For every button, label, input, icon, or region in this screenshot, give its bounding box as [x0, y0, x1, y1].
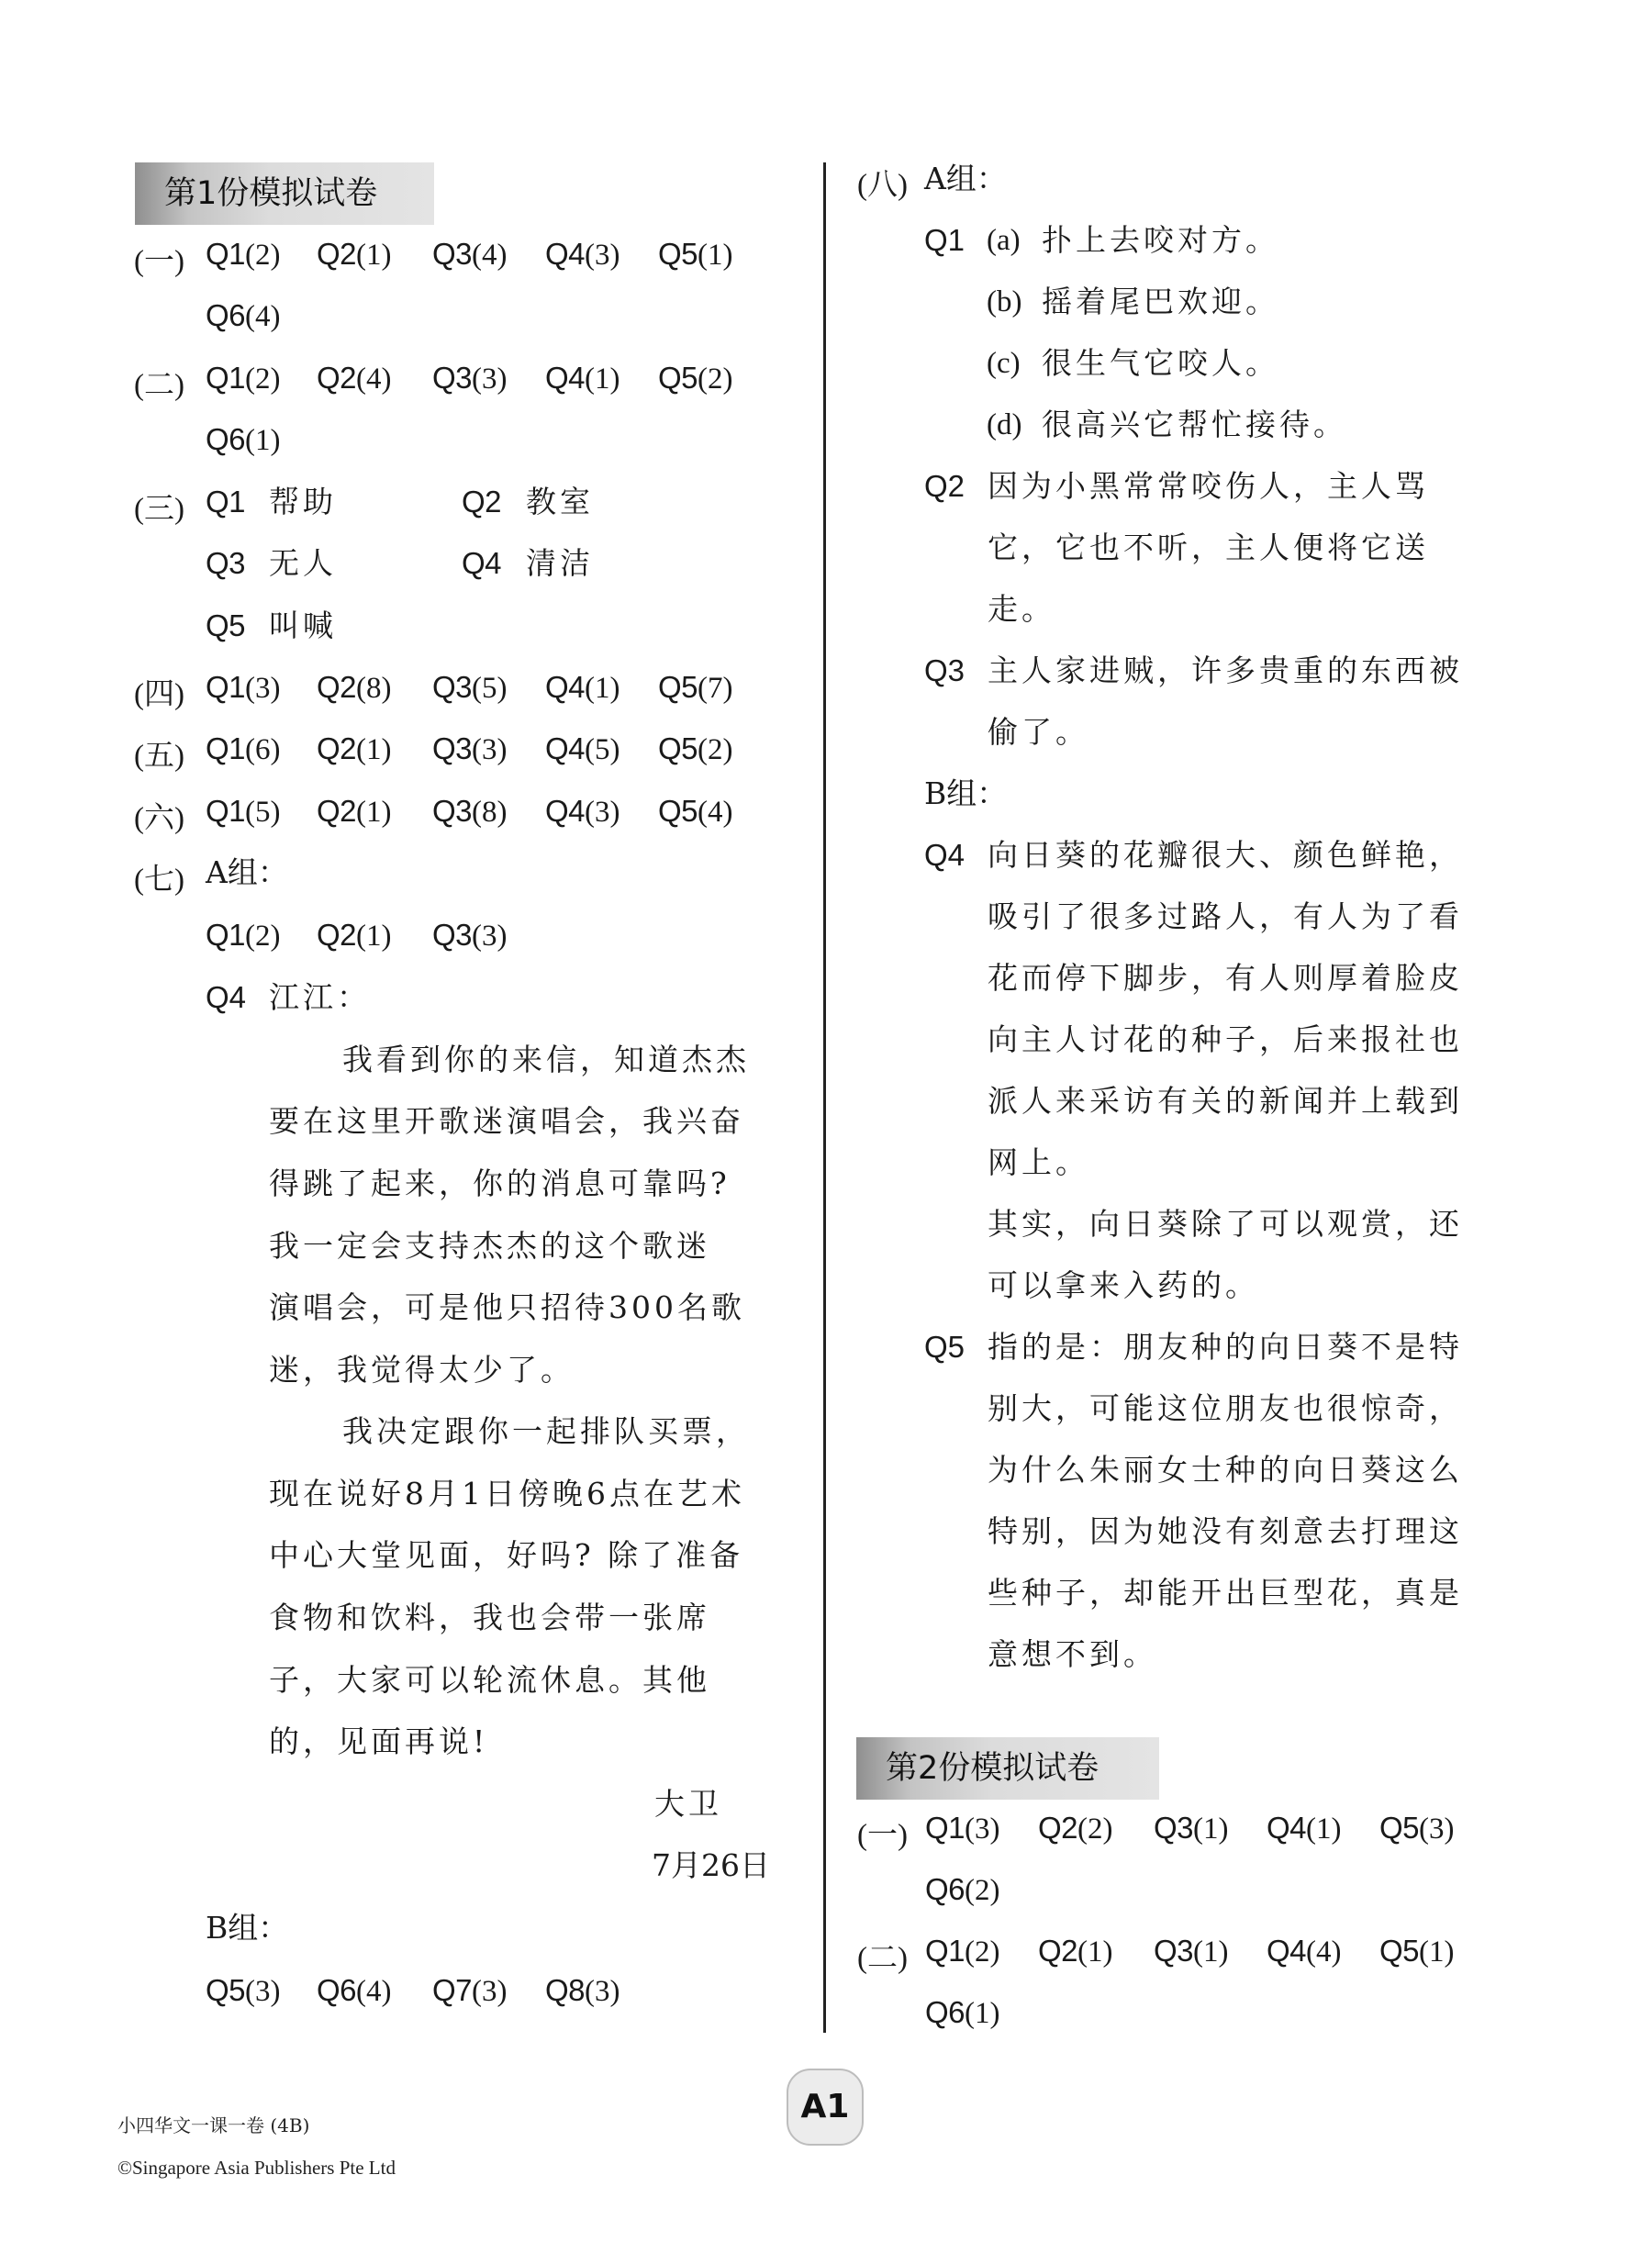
group-a-label: A组：	[206, 854, 288, 890]
letter-line: 现在说好8月1日傍晚6点在艺术	[269, 1476, 745, 1511]
section-label: (四)	[134, 678, 184, 711]
answer-item: Q3(4)	[432, 237, 508, 272]
answer-line: 向主人讨花的种子，后来报社也	[988, 1021, 1463, 1057]
answer-line: 主人家进贼，许多贵重的东西被	[988, 652, 1463, 688]
answer-line: 意想不到。	[988, 1636, 1157, 1672]
answer-item: Q6(4)	[206, 298, 281, 333]
letter-line: 我决定跟你一起排队买票，	[342, 1413, 750, 1449]
letter-line: 我看到你的来信，知道杰杰	[342, 1042, 750, 1077]
answer-item: Q1(3)	[206, 670, 281, 705]
part-letter: (b)	[987, 285, 1022, 318]
group-b-label: B组：	[924, 775, 1008, 811]
question-label: Q4	[924, 838, 966, 872]
answer-line: 花而停下脚步，有人则厚着脸皮	[988, 960, 1463, 996]
answer-item: Q2(1)	[317, 731, 392, 766]
question-label: Q1	[924, 223, 966, 257]
answer-item: Q1(2)	[206, 361, 281, 396]
answer-item: Q2(1)	[317, 918, 392, 953]
section-label: (三)	[134, 493, 184, 526]
answer-item: Q6(2)	[925, 1872, 1000, 1907]
question-label: Q2	[924, 469, 966, 503]
section-label: (一)	[857, 1819, 908, 1852]
answer-item: Q1(2)	[206, 237, 281, 272]
answer-item: Q6(4)	[317, 1973, 392, 2008]
part-letter: (d)	[987, 408, 1022, 441]
answer-item: Q4(1)	[1267, 1811, 1342, 1846]
answer-item: Q7(3)	[432, 1973, 508, 2008]
section-label: (二)	[857, 1942, 908, 1975]
letter-line: 演唱会，可是他只招待300名歌	[269, 1289, 745, 1325]
part-letter: (a)	[987, 224, 1021, 257]
answer-item: Q6(1)	[206, 422, 281, 457]
answer-line: 它，它也不听，主人便将它送	[988, 530, 1429, 565]
letter-line: 迷，我觉得太少了。	[269, 1352, 575, 1388]
answer-item: Q3(8)	[432, 794, 508, 829]
letter-line: 我一定会支持杰杰的这个歌迷	[269, 1228, 710, 1264]
answer-item: Q4	[462, 546, 502, 580]
answer-line: 因为小黑常常咬伤人，主人骂	[988, 468, 1429, 504]
answer-item: Q1(3)	[925, 1811, 1000, 1846]
answer-text: 叫喊	[269, 608, 337, 643]
answer-text: 教室	[526, 484, 594, 519]
answer-item: Q1(2)	[206, 918, 281, 953]
letter-signature: 大卫	[654, 1786, 722, 1822]
answer-line: 吸引了很多过路人，有人为了看	[988, 898, 1463, 934]
answer-text: 无人	[269, 545, 337, 581]
answer-line: 为什么朱丽女士种的向日葵这么	[988, 1452, 1463, 1488]
question-label: Q5	[924, 1330, 966, 1364]
answer-line: 派人来采访有关的新闻并上载到	[988, 1083, 1463, 1119]
answer-item: Q4(4)	[1267, 1934, 1342, 1969]
answer-item: Q2(2)	[1038, 1811, 1113, 1846]
question-label: Q4	[206, 980, 247, 1014]
answer-item: Q1(5)	[206, 794, 281, 829]
answer-item: Q1(2)	[925, 1934, 1000, 1969]
answer-item: Q4(3)	[545, 794, 620, 829]
answer-item: Q5	[206, 608, 246, 642]
letter-line: 的，见面再说!	[269, 1723, 489, 1759]
answer-line: 走。	[988, 591, 1055, 627]
answer-line: 偷了。	[988, 714, 1089, 750]
exam-2-heading: 第2份模拟试卷	[856, 1737, 1159, 1800]
letter-line: 中心大堂见面，好吗? 除了准备	[269, 1537, 744, 1573]
answer-item: Q1	[206, 485, 246, 519]
answer-line: 网上。	[988, 1144, 1089, 1180]
answer-item: Q5(3)	[1379, 1811, 1455, 1846]
answer-item: Q2(1)	[317, 794, 392, 829]
answer-line: 指的是：朋友种的向日葵不是特	[988, 1329, 1463, 1365]
answer-item: Q5(7)	[658, 670, 733, 705]
answer-item: Q3(5)	[432, 670, 508, 705]
answer-item: Q3(3)	[432, 361, 508, 396]
answer-item: Q3	[206, 546, 246, 580]
answer-item: Q5(4)	[658, 794, 733, 829]
exam-1-heading: 第1份模拟试卷	[135, 162, 434, 225]
book-title: 小四华文一课一卷 (4B)	[117, 2114, 310, 2136]
answer-text: 清洁	[526, 545, 594, 581]
section-label: (七)	[134, 864, 184, 897]
section-label: (六)	[134, 802, 184, 835]
letter-line: 子，大家可以轮流休息。其他	[269, 1662, 710, 1698]
group-b-label: B组：	[206, 1910, 289, 1946]
answer-item: Q5(1)	[658, 237, 733, 272]
question-label: Q3	[924, 653, 966, 687]
answer-item: Q3(1)	[1154, 1811, 1229, 1846]
answer-item: Q5(1)	[1379, 1934, 1455, 1969]
answer-item: Q2	[462, 485, 502, 519]
letter-salutation: 江江：	[269, 979, 371, 1015]
answer-item: Q3(3)	[432, 731, 508, 766]
answer-line: 向日葵的花瓣很大、颜色鲜艳，	[988, 837, 1463, 873]
answer-item: Q4(1)	[545, 361, 620, 396]
answer-item: Q2(1)	[317, 237, 392, 272]
answer-line: 些种子，却能开出巨型花，真是	[988, 1575, 1463, 1611]
section-label: (一)	[134, 245, 184, 278]
copyright-notice: ©Singapore Asia Publishers Pte Ltd	[117, 2157, 396, 2179]
letter-line: 要在这里开歌迷演唱会，我兴奋	[269, 1103, 744, 1139]
answer-line: 别大，可能这位朋友也很惊奇，	[988, 1390, 1463, 1426]
answer-item: Q1(6)	[206, 731, 281, 766]
answer-item: Q5(2)	[658, 731, 733, 766]
answer-item: Q4(3)	[545, 237, 620, 272]
answer-item: Q2(4)	[317, 361, 392, 396]
answer-item: Q5(3)	[206, 1973, 281, 2008]
answer-text: 帮助	[269, 484, 337, 519]
answer-item: Q2(1)	[1038, 1934, 1113, 1969]
part-answer: 摇着尾巴欢迎。	[1042, 284, 1279, 319]
answer-item: Q6(1)	[925, 1995, 1000, 2030]
answer-item: Q4(1)	[545, 670, 620, 705]
answer-item: Q8(3)	[545, 1973, 620, 2008]
letter-line: 食物和饮料，我也会带一张席	[269, 1600, 710, 1635]
section-label: (八)	[857, 169, 908, 202]
letter-line: 得跳了起来，你的消息可靠吗?	[269, 1166, 731, 1201]
group-a-label: A组：	[924, 161, 1007, 196]
part-answer: 很高兴它帮忙接待。	[1042, 407, 1347, 442]
answer-item: Q5(2)	[658, 361, 733, 396]
answer-line: 其实，向日葵除了可以观赏，还	[988, 1206, 1463, 1242]
answer-line: 可以拿来入药的。	[988, 1267, 1259, 1303]
letter-date: 7月26日	[652, 1847, 770, 1883]
part-answer: 很生气它咬人。	[1042, 345, 1279, 381]
section-label: (二)	[134, 369, 184, 402]
answer-item: Q4(5)	[545, 731, 620, 766]
column-divider	[823, 162, 826, 2033]
answer-item: Q3(3)	[432, 918, 508, 953]
part-letter: (c)	[987, 347, 1021, 380]
section-label: (五)	[134, 740, 184, 773]
page-number-badge: A1	[787, 2069, 864, 2146]
answer-line: 特别，因为她没有刻意去打理这	[988, 1513, 1463, 1549]
answer-item: Q2(8)	[317, 670, 392, 705]
answer-item: Q3(1)	[1154, 1934, 1229, 1969]
part-answer: 扑上去咬对方。	[1042, 222, 1279, 258]
